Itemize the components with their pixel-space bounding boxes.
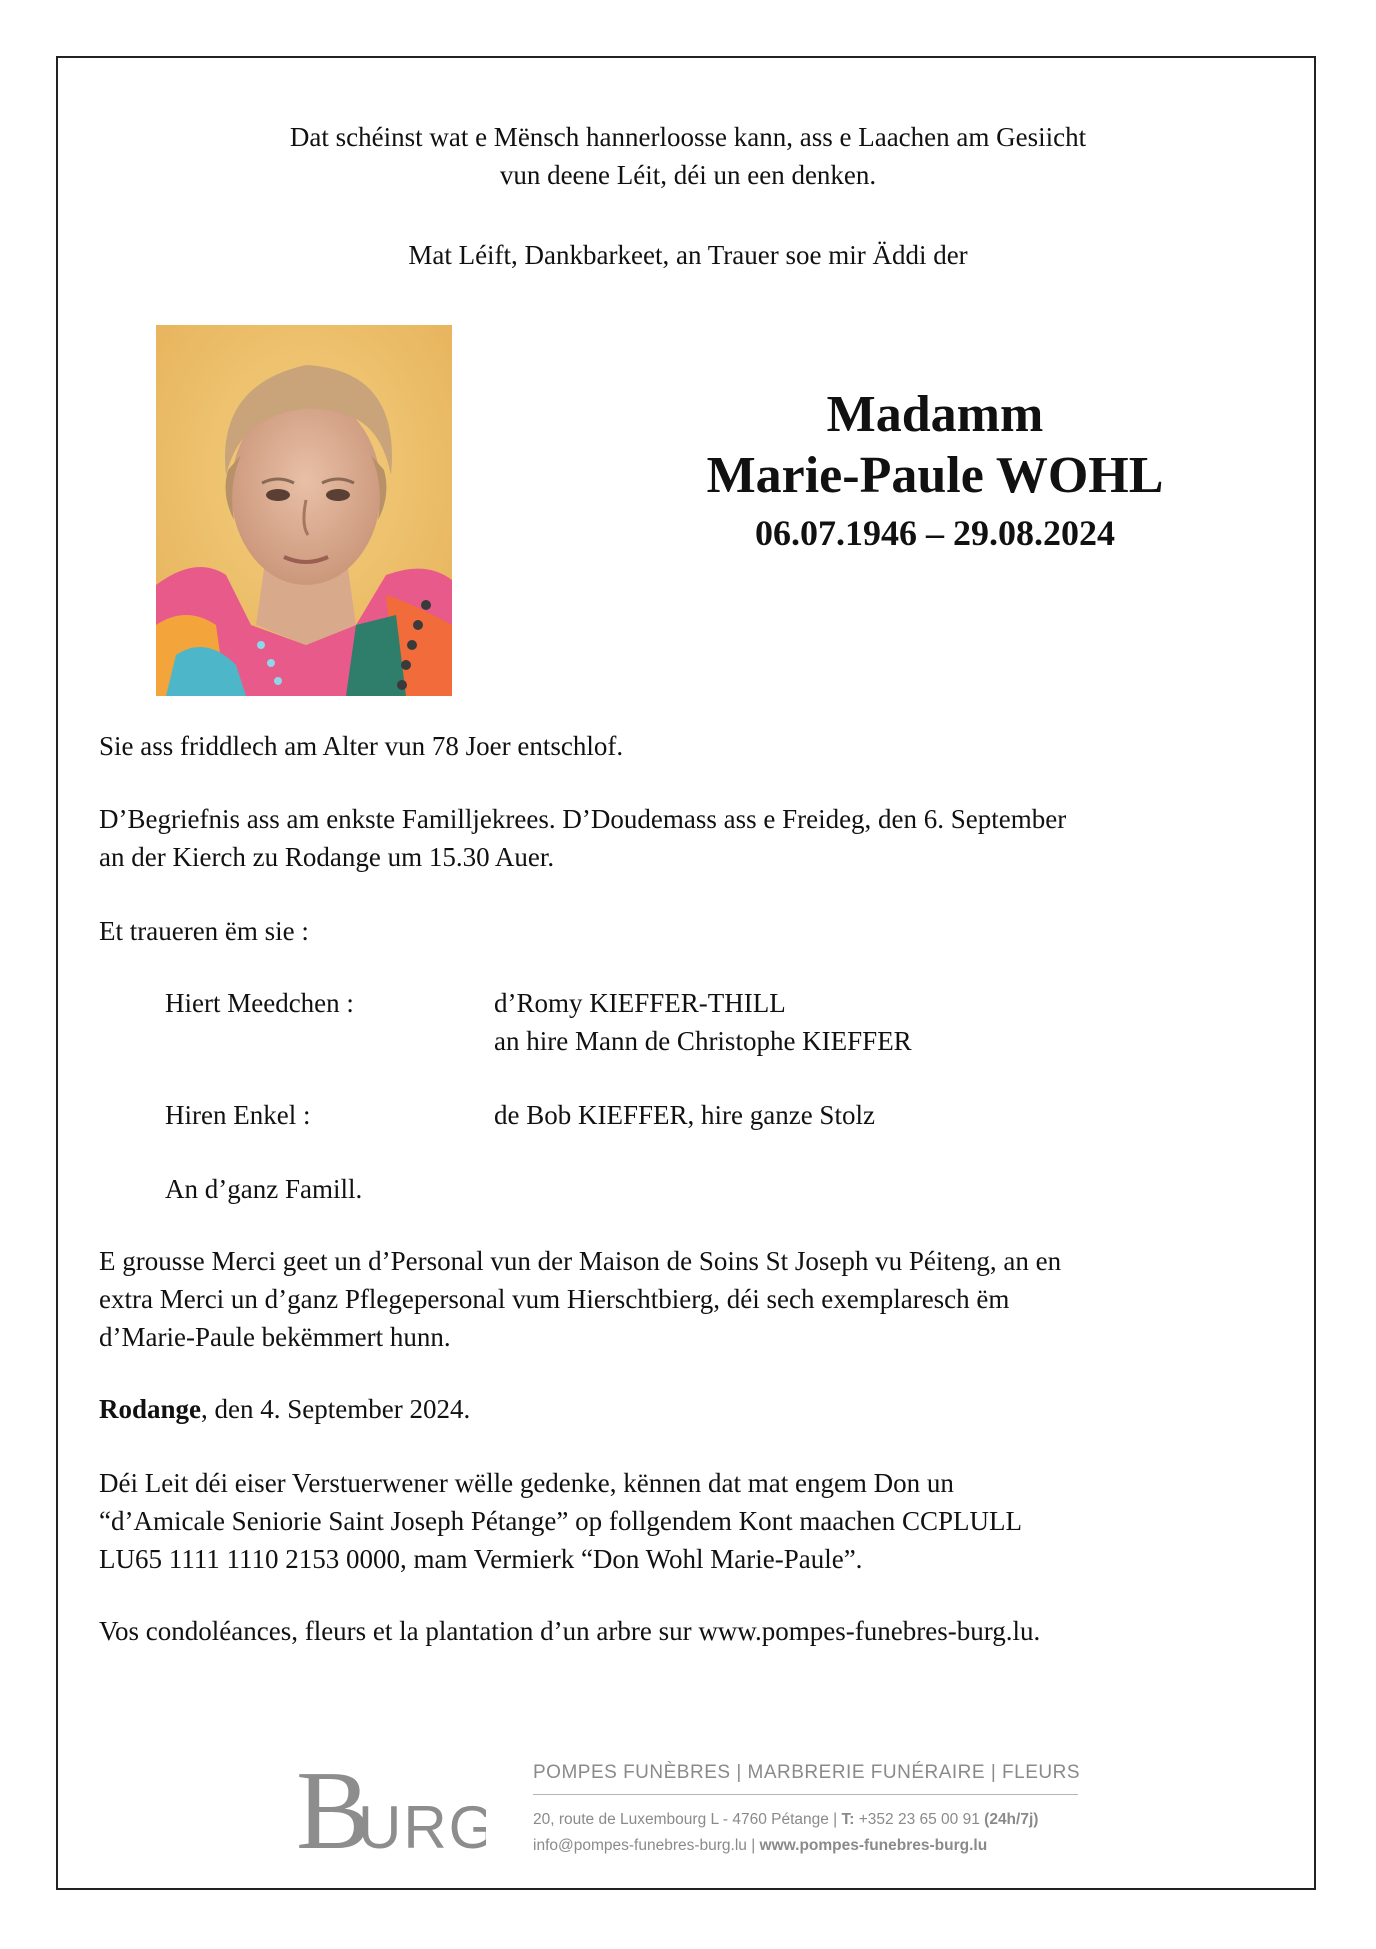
funeral-info-line-2: an der Kierch zu Rodange um 15.30 Auer. [99, 842, 555, 872]
relative-name-line: de Bob KIEFFER, hire ganze Stolz [494, 1100, 875, 1130]
donation-paragraph [99, 1464, 1289, 1578]
address-line [533, 1807, 1080, 1833]
donation-line-3: LU65 1111 1110 2153 0000, mam Vermierk “Don Wohl Marie-Paule”. [99, 1544, 863, 1574]
place-name: Rodange [99, 1394, 202, 1424]
quote-line-2: vun deene Léit, déi un een denken. [499, 160, 877, 190]
phone-label: T: [841, 1811, 855, 1828]
relative-label-grandchild: Hiren Enkel : [165, 1100, 311, 1130]
services-line: POMPES FUNÈBRES | MARBRERIE FUNÉRAIRE | FLEURS [533, 1762, 1081, 1783]
funeral-info-line-1: D’Begriefnis ass am enkste Familljekrees. D’Doudemass ass e Freideg, den 6. September [99, 804, 1067, 834]
mourners-intro: Et traueren ëm sie : [99, 916, 309, 946]
phone-number: +352 23 65 00 91 [854, 1811, 985, 1828]
address-text: 20, route de Luxembourg L - 4760 Pétange | [533, 1811, 842, 1828]
farewell-intro: Mat Léift, Dankbarkeet, an Trauer soe mir Äddi der [408, 240, 968, 270]
deceased-name-block [560, 385, 1310, 555]
relative-names-daughter [494, 984, 912, 1060]
burg-logo-urg: URG [358, 1794, 486, 1858]
phone-hours: (24h/7j) [984, 1811, 1039, 1828]
thanks-line-2: extra Merci un d’ganz Pflegepersonal vum Hierschtbierg, déi sech exemplaresch ëm [99, 1284, 1010, 1314]
donation-line-1: Déi Leit déi eiser Verstuerwener wëlle gedenke, kënnen dat mat engem Don un [99, 1468, 954, 1498]
burg-logo-b: B [296, 1758, 371, 1858]
relative-label-daughter: Hiert Meedchen : [165, 988, 354, 1018]
email-address[interactable]: info@pompes-funebres-burg.lu | [533, 1837, 760, 1854]
funeral-home-info [533, 1760, 1080, 1859]
portrait-photo [156, 325, 452, 696]
thanks-paragraph [99, 1242, 1289, 1356]
condolences-line: Vos condoléances, fleurs et la plantation d’un arbre sur www.pompes-funebres-burg.lu. [99, 1616, 1041, 1646]
thanks-line-1: E grousse Merci geet un d’Personal vun der Maison de Soins St Joseph vu Péiteng, an en [99, 1246, 1062, 1276]
relative-name-line: d’Romy KIEFFER-THILL [494, 988, 786, 1018]
relative-name-line: an hire Mann de Christophe KIEFFER [494, 1026, 912, 1056]
thanks-line-3: d’Marie-Paule bekëmmert hunn. [99, 1322, 451, 1352]
funeral-info [99, 800, 1289, 876]
donation-line-2: “d’Amicale Seniorie Saint Joseph Pétange” op follgendem Kont maachen CCPLULL [99, 1506, 1023, 1536]
contact-line [533, 1833, 1080, 1859]
salutation: Madamm [826, 386, 1044, 443]
portrait-illustration [156, 325, 452, 696]
relative-names-grandchild [494, 1096, 875, 1134]
burg-logo [296, 1758, 486, 1863]
footer-divider [533, 1794, 1078, 1795]
quote-line-1: Dat schéinst wat e Mënsch hannerloosse kann, ass e Laachen am Gesiicht [289, 122, 1087, 152]
website-link[interactable]: www.pompes-funebres-burg.lu [759, 1837, 988, 1854]
opening-quote [120, 118, 1256, 194]
place-date [99, 1390, 1289, 1428]
life-dates: 06.07.1946 – 29.08.2024 [755, 513, 1115, 553]
deceased-name: Marie-Paule WOHL [706, 447, 1164, 504]
notice-date: , den 4. September 2024. [201, 1394, 471, 1424]
family-line: An d’ganz Famill. [165, 1174, 363, 1204]
burg-logo-mark [296, 1758, 486, 1858]
age-statement: Sie ass friddlech am Alter vun 78 Joer entschlof. [99, 731, 624, 761]
